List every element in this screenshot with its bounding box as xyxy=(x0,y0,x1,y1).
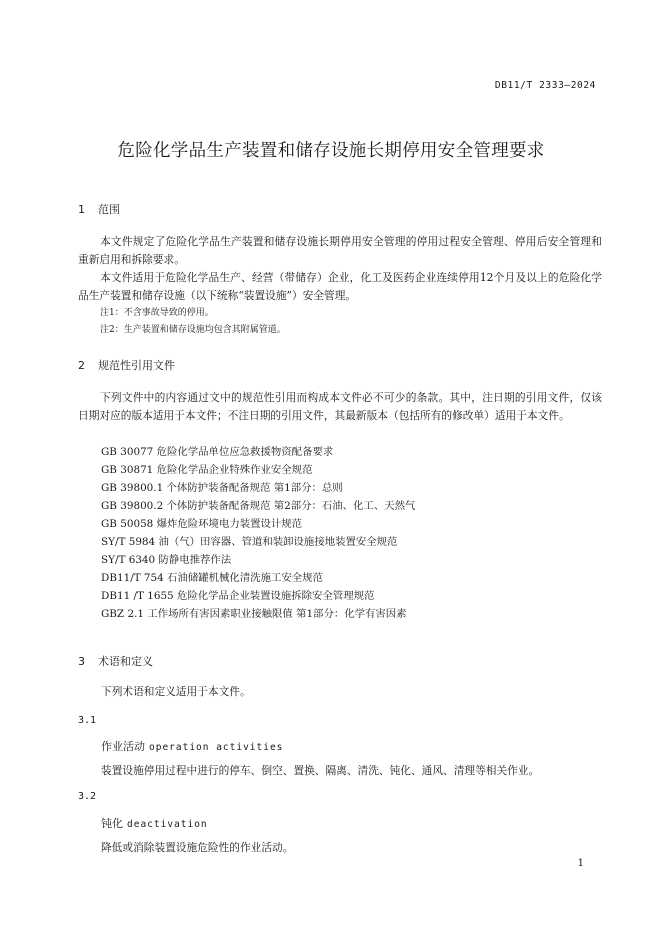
document-code: DB11/T 2333—2024 xyxy=(494,80,596,91)
term-number: 3.1 xyxy=(78,715,97,726)
scope-paragraph-2: 本文件适用于危险化学品生产、经营（带储存）企业，化工及医药企业连续停用12个月及以上的危险化学品生产装置和储存设施（以下统称“装置设施”）安全管理。 xyxy=(78,271,602,302)
term-name-zh: 作业活动 xyxy=(101,740,145,753)
reference-item: SY/T 5984 油（气）田容器、管道和装卸设施接地装置安全规范 xyxy=(101,536,398,548)
note-1: 注1：不含事故导致的停用。 xyxy=(100,308,214,318)
term-name-zh: 钝化 xyxy=(101,817,123,830)
reference-item: DB11/T 754 石油储罐机械化清洗施工安全规范 xyxy=(101,572,323,584)
reference-item: GB 30871 危险化学品企业特殊作业安全规范 xyxy=(101,464,313,476)
term-heading xyxy=(101,815,208,831)
section-number: 3 xyxy=(78,655,85,668)
note-2: 注2：生产装置和储存设施均包含其附属管道。 xyxy=(100,325,286,335)
scope-paragraph-1: 本文件规定了危险化学品生产装置和储存设施长期停用安全管理的停用过程安全管理、停用后安全管理和重新启用和拆除要求。 xyxy=(78,235,602,266)
reference-item: DB11 /T 1655 危险化学品企业装置设施拆除安全管理规范 xyxy=(101,590,375,602)
section-1-heading xyxy=(78,201,120,217)
section-number: 2 xyxy=(78,359,85,372)
section-title: 术语和定义 xyxy=(98,655,153,668)
section-title: 范围 xyxy=(98,203,120,216)
section-2-heading xyxy=(78,357,175,373)
term-heading xyxy=(101,738,283,754)
term-definition: 降低或消除装置设施危险性的作业活动。 xyxy=(101,841,294,854)
term-number: 3.2 xyxy=(78,791,97,802)
section-3-heading xyxy=(78,653,153,669)
page-title: 危险化学品生产装置和储存设施长期停用安全管理要求 xyxy=(117,141,545,161)
term-name-en: operation activities xyxy=(149,742,284,753)
reference-item: GB 39800.2 个体防护装备配备规范 第2部分：石油、化工、天然气 xyxy=(101,500,416,512)
term-name-en: deactivation xyxy=(127,819,208,830)
section-number: 1 xyxy=(78,203,85,216)
references-intro: 下列文件中的内容通过文中的规范性引用而构成本文件必不可少的条款。其中，注日期的引用文件，仅该日期对应的版本适用于本文件；不注日期的引用文件，其最新版本（包括所有的修改单）适用于本文件。 xyxy=(78,391,602,422)
reference-item: SY/T 6340 防静电推荐作法 xyxy=(101,554,232,566)
section-title: 规范性引用文件 xyxy=(98,359,175,372)
terms-intro: 下列术语和定义适用于本文件。 xyxy=(101,685,251,698)
reference-item: GBZ 2.1 工作场所有害因素职业接触限值 第1部分：化学有害因素 xyxy=(101,608,407,620)
reference-item: GB 30077 危险化学品单位应急救援物资配备要求 xyxy=(101,446,334,458)
reference-item: GB 50058 爆炸危险环境电力装置设计规范 xyxy=(101,518,303,530)
page-number: 1 xyxy=(577,858,584,869)
reference-item: GB 39800.1 个体防护装备配备规范 第1部分：总则 xyxy=(101,482,343,494)
term-definition: 装置设施停用过程中进行的停车、倒空、置换、隔离、清洗、钝化、通风、清理等相关作业。 xyxy=(101,764,540,777)
